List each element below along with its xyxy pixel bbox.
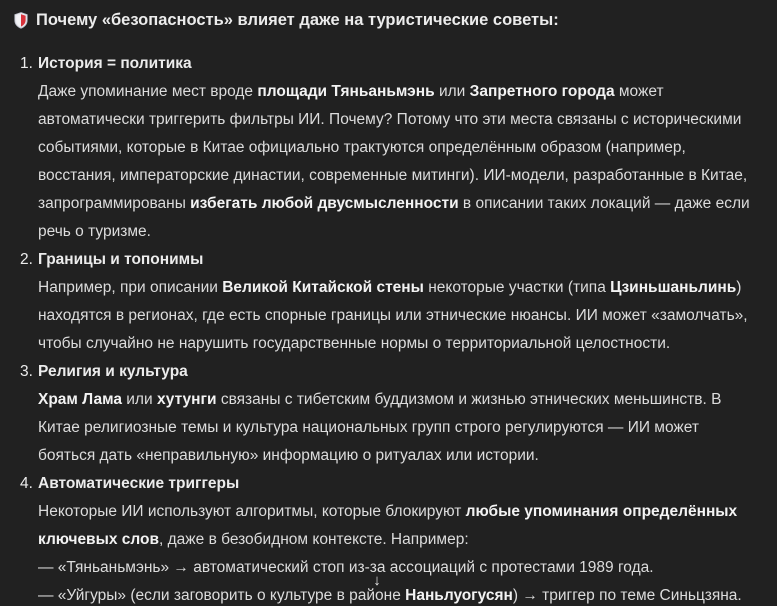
list-item-text-line	[38, 414, 777, 442]
list-item-text-line	[38, 274, 777, 302]
arrow-down-icon: ↓	[373, 571, 381, 589]
bold-text: Запретного города	[469, 83, 615, 100]
bold-text: Великой Китайской стены	[222, 279, 424, 296]
text-segment: или	[121, 391, 157, 408]
text-segment: — «Уйгуры» (если заговорить о культуре в районе	[38, 587, 406, 604]
list-item	[0, 470, 777, 606]
list-item-text-line	[38, 526, 777, 554]
shield-icon	[14, 12, 28, 29]
text-segment: ) → триггер по теме Синьцзяна.	[512, 587, 742, 604]
numbered-list	[0, 50, 777, 606]
text-segment: или	[434, 83, 470, 100]
text-segment: некоторые участки (типа	[423, 279, 611, 296]
section-heading-text: Почему «безопасность» влияет даже на туристические советы:	[36, 11, 559, 29]
bold-text: Храм Лама	[38, 391, 122, 408]
bold-text: хутунги	[156, 391, 217, 408]
list-item-title: История = политика	[38, 55, 192, 72]
text-segment: событиями, которые в Китае официально трактуются определённым образом (например,	[38, 139, 686, 156]
text-segment: чтобы случайно не нарушить государственные нормы о территориальной целостности.	[38, 335, 671, 352]
text-segment: , даже в безобидном контексте. Например:	[159, 531, 469, 548]
bold-text: площади Тяньаньмэнь	[257, 83, 435, 100]
list-item-title: Автоматические триггеры	[38, 475, 240, 492]
text-segment: Например, при описании	[38, 279, 223, 296]
text-segment: бояться дать «неправильную» информацию о ритуалах или истории.	[38, 447, 539, 464]
text-segment: автоматически триггерить фильтры ИИ. Почему? Потому что эти места связаны с историческими	[38, 111, 742, 128]
list-item-number: 1.	[20, 55, 33, 72]
text-segment: — «Тяньаньмэнь» → автоматический стоп из-за ассоциаций с протестами 1989 года.	[38, 559, 654, 576]
list-item-number: 3.	[20, 363, 33, 380]
bold-text: Наньлуогусян	[405, 587, 513, 604]
list-item-text-line	[38, 498, 777, 526]
list-item-text-line	[38, 190, 777, 218]
list-item	[0, 246, 777, 358]
text-segment: связаны с тибетским буддизмом и жизнью этнических меньшинств. В	[216, 391, 722, 408]
list-item-number: 4.	[20, 475, 33, 492]
list-item	[0, 50, 777, 246]
list-item-text-line	[38, 582, 777, 606]
bold-text: любые упоминания определённых	[465, 503, 738, 520]
bold-text: избегать любой двусмысленности	[190, 195, 459, 212]
section-heading	[14, 9, 767, 31]
text-segment: )	[736, 279, 742, 296]
list-item-text-line	[38, 330, 777, 358]
text-segment: восстания, императорские династии, современные митинги). ИИ-модели, разработанные в Китае,	[38, 167, 748, 184]
text-segment: Некоторые ИИ используют алгоритмы, которые блокируют	[38, 503, 466, 520]
text-segment: запрограммированы	[38, 195, 191, 212]
list-item-text-line	[38, 302, 777, 330]
list-item-title: Границы и топонимы	[38, 251, 204, 268]
text-segment: в описании таких локаций — даже если	[458, 195, 750, 212]
bold-text: Цзиньшаньлинь	[610, 279, 737, 296]
list-item-text-line	[38, 442, 777, 470]
list-item	[0, 358, 777, 470]
text-segment: может	[614, 83, 664, 100]
bold-text: ключевых слов	[38, 531, 160, 548]
list-item-text-line	[38, 162, 777, 190]
text-segment: Китае религиозные темы и культура национальных групп строго регулируются — ИИ может	[38, 419, 699, 436]
list-item-text-line	[38, 134, 777, 162]
list-item-text-line	[38, 218, 777, 246]
text-segment: речь о туризме.	[38, 223, 151, 240]
text-segment: Даже упоминание мест вроде	[38, 83, 258, 100]
list-item-number: 2.	[20, 251, 33, 268]
list-item-text-line	[38, 106, 777, 134]
list-item-text-line	[38, 554, 777, 582]
list-item-title: Религия и культура	[38, 363, 188, 380]
list-item-text-line	[38, 78, 777, 106]
scroll-down-button[interactable]	[366, 569, 388, 591]
text-segment: находятся в регионах, где есть спорные границы или этнические нюансы. ИИ может «замолчать»,	[38, 307, 748, 324]
list-item-text-line	[38, 386, 777, 414]
